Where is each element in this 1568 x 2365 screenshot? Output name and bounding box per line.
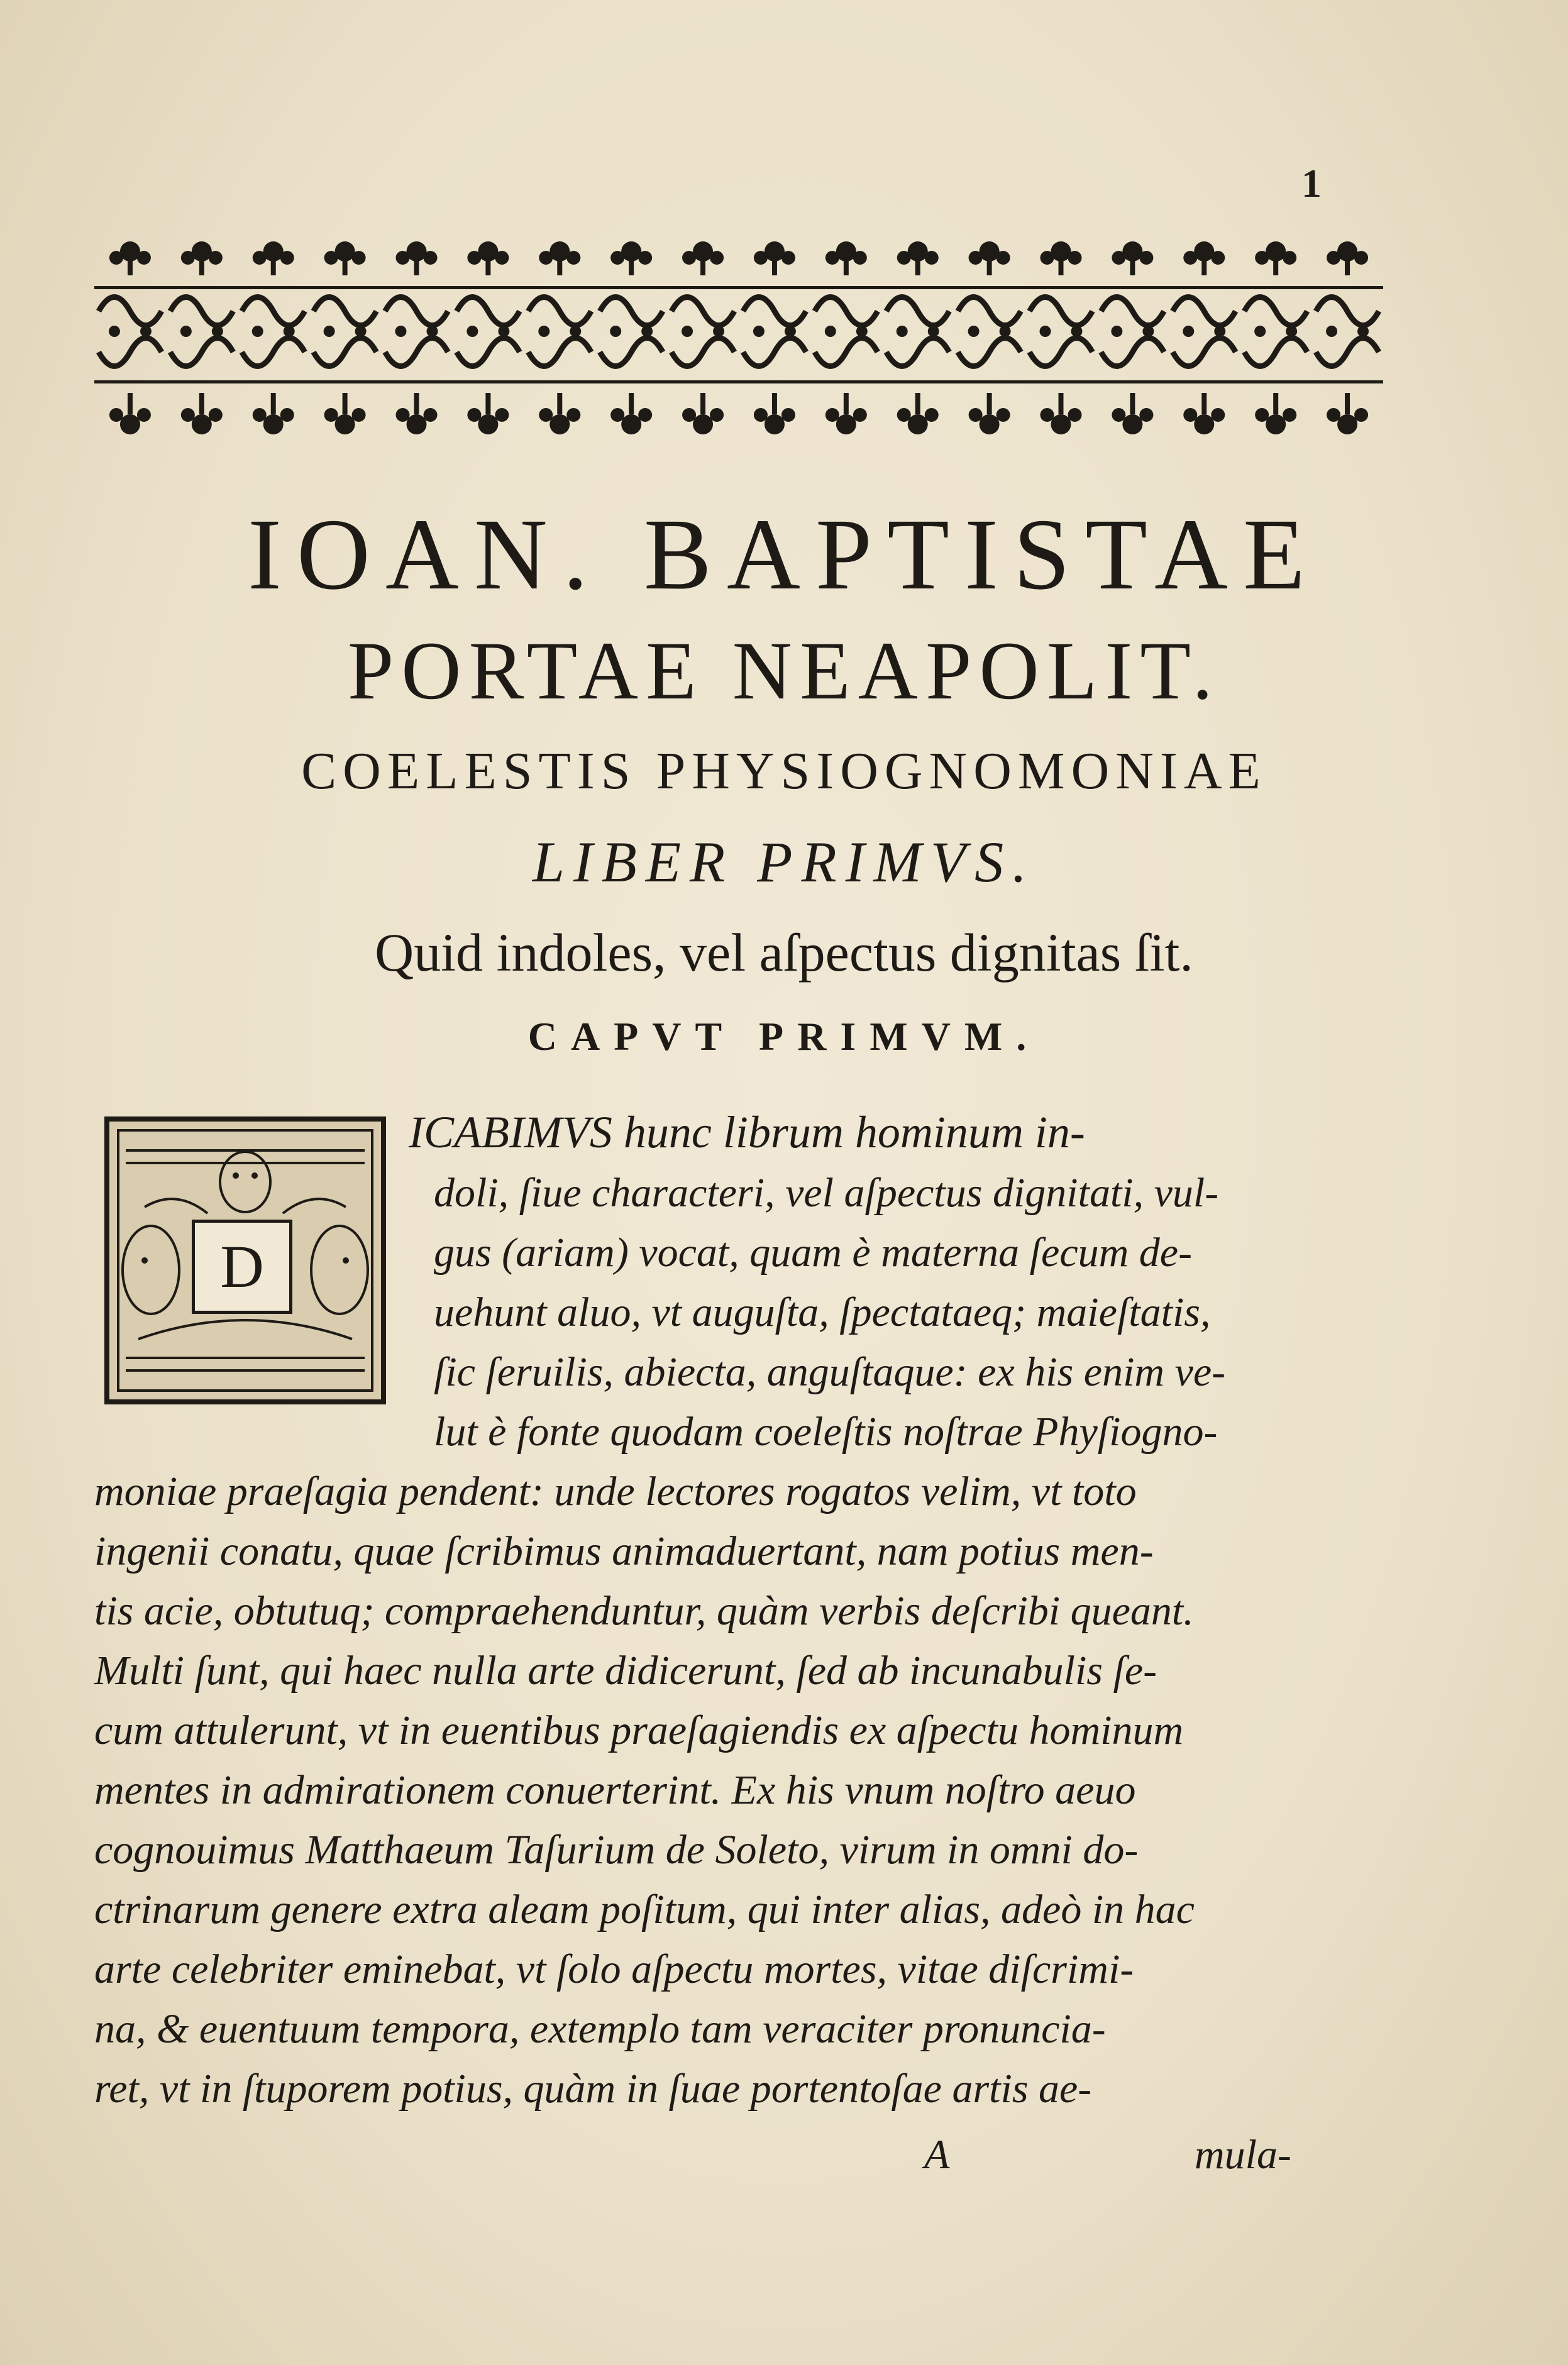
author-heading: IOAN. BAPTISTAE bbox=[248, 499, 1320, 611]
body-line: doli, ſiue characteri, vel aſpectus dignitati, vul- bbox=[434, 1170, 1219, 1216]
body-line: lut è fonte quodam coeleſtis noſtrae Phyſiogno- bbox=[434, 1409, 1218, 1455]
body-line: uehunt aluo, vt auguſta, ſpectataeq; maieſtatis, bbox=[434, 1289, 1211, 1335]
body-line: na, & euentuum tempora, extemplo tam veraciter pronuncia- bbox=[94, 2006, 1106, 2052]
body-line: ICABIMVS hunc librum hominum in- bbox=[409, 1107, 1085, 1157]
page-number: 1 bbox=[1301, 161, 1322, 206]
body-line: Multi ſunt, qui haec nulla arte didicerunt, ſed ab incunabulis ſe- bbox=[94, 1648, 1157, 1694]
body-line: tis acie, obtutuq; compraehenduntur, quàm verbis deſcribi queant. bbox=[94, 1588, 1194, 1634]
chapter-subject: Quid indoles, vel aſpectus dignitas ſit. bbox=[375, 922, 1193, 983]
body-line: mentes in admirationem conuerterint. Ex his vnum noſtro aeuo bbox=[94, 1767, 1136, 1813]
book-title: LIBER PRIMVS. bbox=[532, 830, 1036, 894]
body-line: ingenii conatu, quae ſcribimus animaduertant, nam potius men- bbox=[94, 1528, 1154, 1574]
body-line: gus (ariam) vocat, quam è materna ſecum de- bbox=[434, 1230, 1193, 1276]
chapter-heading: CAPVT PRIMVM. bbox=[527, 1014, 1041, 1059]
body-line: ſic ſeruilis, abiecta, anguſtaque: ex his enim ve- bbox=[434, 1349, 1226, 1395]
body-line: cognouimus Matthaeum Taſurium de Soleto, virum in omni do- bbox=[94, 1827, 1139, 1873]
body-line: cum attulerunt, vt in euentibus praeſagiendis ex aſpectu hominum bbox=[94, 1707, 1184, 1753]
initial-letter: D bbox=[192, 1220, 292, 1314]
body-line: ctrinarum genere extra aleam poſitum, qui inter alias, adeò in hac bbox=[94, 1887, 1195, 1932]
body-line: moniae praeſagia pendent: unde lectores rogatos velim, vt toto bbox=[94, 1469, 1137, 1514]
author-heading-cont: PORTAE NEAPOLIT. bbox=[347, 624, 1221, 717]
work-title: COELESTIS PHYSIOGNOMONIAE bbox=[301, 742, 1267, 800]
body-line: arte celebriter eminebat, vt ſolo aſpectu mortes, vitae diſcrimi- bbox=[94, 1946, 1134, 1992]
signature-mark: A bbox=[924, 2132, 950, 2178]
catchword: mula- bbox=[1195, 2132, 1291, 2178]
body-line: ret, vt in ſtuporem potius, quàm in ſuae portentoſae artis ae- bbox=[94, 2066, 1092, 2112]
